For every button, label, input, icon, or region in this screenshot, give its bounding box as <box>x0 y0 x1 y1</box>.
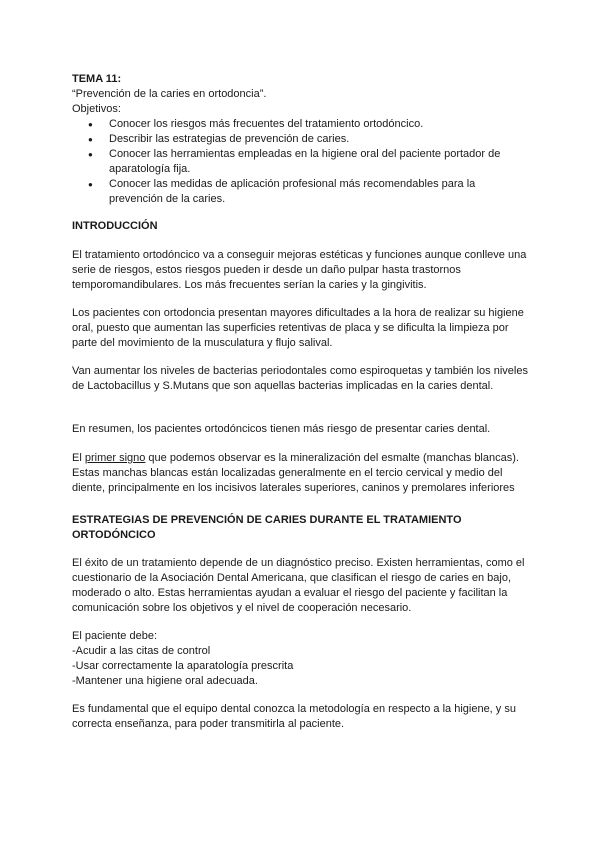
p5-rest: que podemos observar es la mineralización del esmalte (manchas blancas). Estas manchas blancas están localizadas generalmente en el tercio cervical y medio del diente, principalmente en los incisivos laterales superiores, caninos y premolares inferiores <box>72 452 519 494</box>
header-block <box>72 72 532 207</box>
list-item: ● Conocer las medidas de aplicación profesional más recomendables para la prevención de la caries. <box>72 177 532 207</box>
intro-paragraph-5 <box>72 451 532 496</box>
patient-must-label: El paciente debe: <box>72 630 158 642</box>
intro-heading: INTRODUCCIÓN <box>72 220 158 232</box>
objetivos-label: Objetivos: <box>72 103 121 115</box>
list-item: -Mantener una higiene oral adecuada. <box>72 675 258 687</box>
list-item: -Usar correctamente la aparatología prescrita <box>72 660 294 672</box>
intro-paragraph-1: El tratamiento ortodóncico va a conseguir mejoras estéticas y funciones aunque conlleve una serie de riesgos, estos riesgos pueden ir desde un daño pulpar hasta trastornos temporomandibulares. Los más frecuentes serían la caries y la gingivitis. <box>72 249 527 291</box>
patient-must-block <box>72 629 532 689</box>
p5-start: El <box>72 452 85 464</box>
tema-label: TEMA 11: <box>72 73 122 85</box>
list-item: -Acudir a las citas de control <box>72 645 211 657</box>
strategies-paragraph-1: El éxito de un tratamiento depende de un diagnóstico preciso. Existen herramientas, como el cuestionario de la Asociación Dental Americana, que clasifican el riesgo de caries en bajo, moderado o alto. Estas herramientas ayudan a evaluar el riesgo del paciente y facilitan la comunicación sobre los objetivos y el nivel de cooperación necesario. <box>72 557 525 614</box>
strategies-paragraph-3: Es fundamental que el equipo dental conozca la metodología en respecto a la higiene, y su correcta enseñanza, para poder transmitirla al paciente. <box>72 703 516 730</box>
objectives-list <box>72 117 532 207</box>
primer-signo-link-text: primer signo <box>84 452 146 464</box>
strategies-heading: ESTRATEGIAS DE PREVENCIÓN DE CARIES DURANTE EL TRATAMIENTO ORTODÓNCICO <box>72 514 462 541</box>
tema-title: “Prevención de la caries en ortodoncia”. <box>72 88 267 100</box>
intro-paragraph-3: Van aumentar los niveles de bacterias periodontales como espiroquetas y también los niveles de Lactobacillus y S.Mutans que son aquellas bacterias implicadas en la caries dental. <box>72 365 528 392</box>
intro-paragraph-2: Los pacientes con ortodoncia presentan mayores dificultades a la hora de realizar su higiene oral, puesto que aumentan las superficies retentivas de placa y se dificulta la limpieza por parte del movimiento de la musculatura y flujo salival. <box>72 307 524 349</box>
intro-paragraph-4: En resumen, los pacientes ortodóncicos tienen más riesgo de presentar caries dental. <box>72 423 491 435</box>
list-item: ● Describir las estrategias de prevención de caries. <box>72 132 532 147</box>
list-item: ● Conocer las herramientas empleadas en la higiene oral del paciente portador de aparatología fija. <box>72 147 532 177</box>
list-item: ● Conocer los riesgos más frecuentes del tratamiento ortodóncico. <box>72 117 532 132</box>
